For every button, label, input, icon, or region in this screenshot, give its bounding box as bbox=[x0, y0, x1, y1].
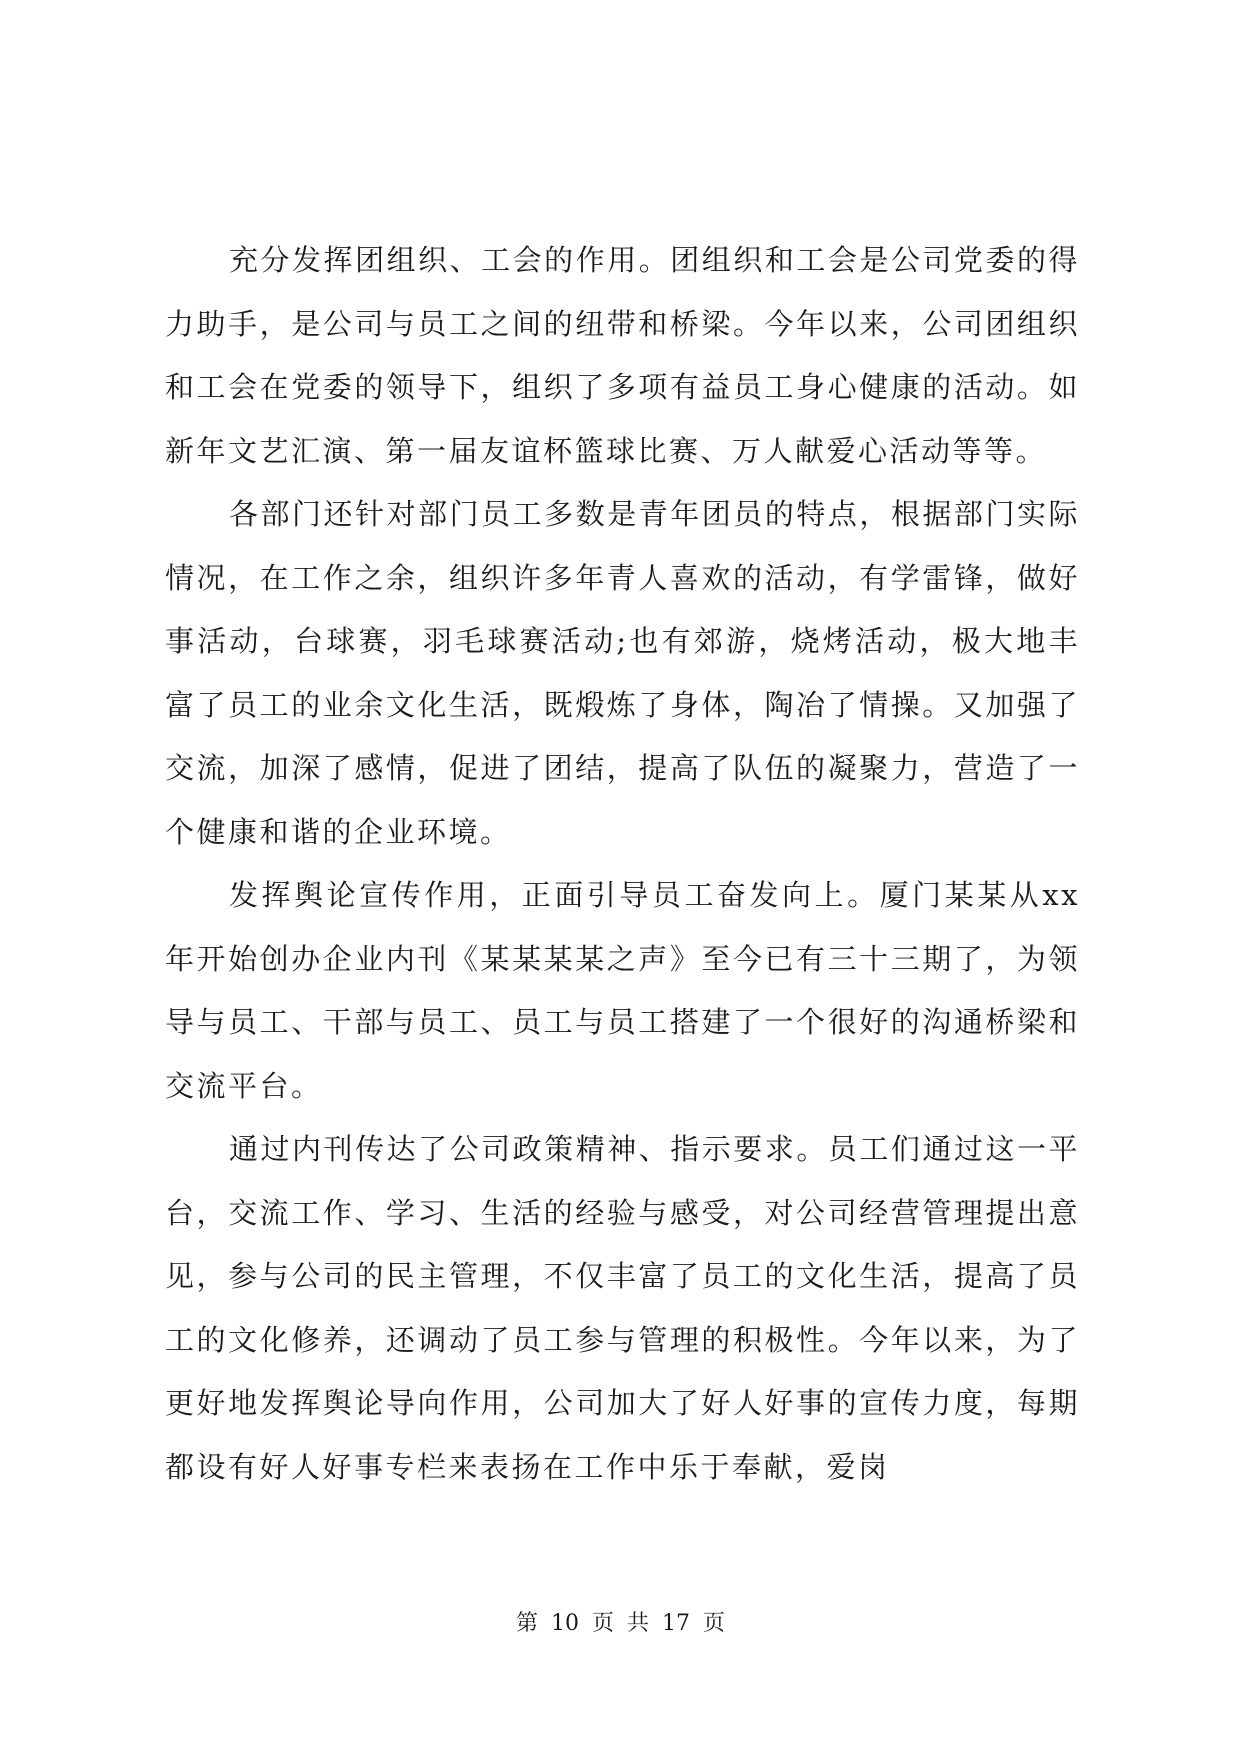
paragraph-internal-journal: 通过内刊传达了公司政策精神、指示要求。员工们通过这一平台，交流工作、学习、生活的经验与感受，对公司经营管理提出意见，参与公司的民主管理，不仅丰富了员工的文化生活，提高了员工的文化修养，还调动了员工参与管理的积极性。今年以来，为了更好地发挥舆论导向作用，公司加大了好人好事的宣传力度，每期都设有好人好事专栏来表扬在工作中乐于奉献，爱岗 bbox=[165, 1132, 1080, 1484]
page-footer bbox=[0, 1609, 1241, 1639]
paragraph-department-activities: 各部门还针对部门员工多数是青年团员的特点，根据部门实际情况，在工作之余，组织许多年青人喜欢的活动，有学雷锋，做好事活动，台球赛，羽毛球赛活动;也有郊游，烧烤活动，极大地丰富了员工的业余文化生活，既煅炼了身体，陶冶了情操。又加强了交流，加深了感情，促进了团结，提高了队伍的凝聚力，营造了一个健康和谐的企业环境。 bbox=[165, 497, 1080, 849]
paragraph-publicity: 发挥舆论宣传作用，正面引导员工奋发向上。厦门某某从xx年开始创办企业内刊《某某某某之声》至今已有三十三期了，为领导与员工、干部与员工、员工与员工搭建了一个很好的沟通桥梁和交流平台。 bbox=[165, 878, 1080, 1103]
paragraph-union-role: 充分发挥团组织、工会的作用。团组织和工会是公司党委的得力助手，是公司与员工之间的纽带和桥梁。今年以来，公司团组织和工会在党委的领导下，组织了多项有益员工身心健康的活动。如新年文艺汇演、第一届友谊杯篮球比赛、万人献爱心活动等等。 bbox=[165, 243, 1080, 468]
body-text bbox=[165, 229, 1080, 1499]
page-number-label: 第 10 页 共 17 页 bbox=[516, 1611, 725, 1636]
